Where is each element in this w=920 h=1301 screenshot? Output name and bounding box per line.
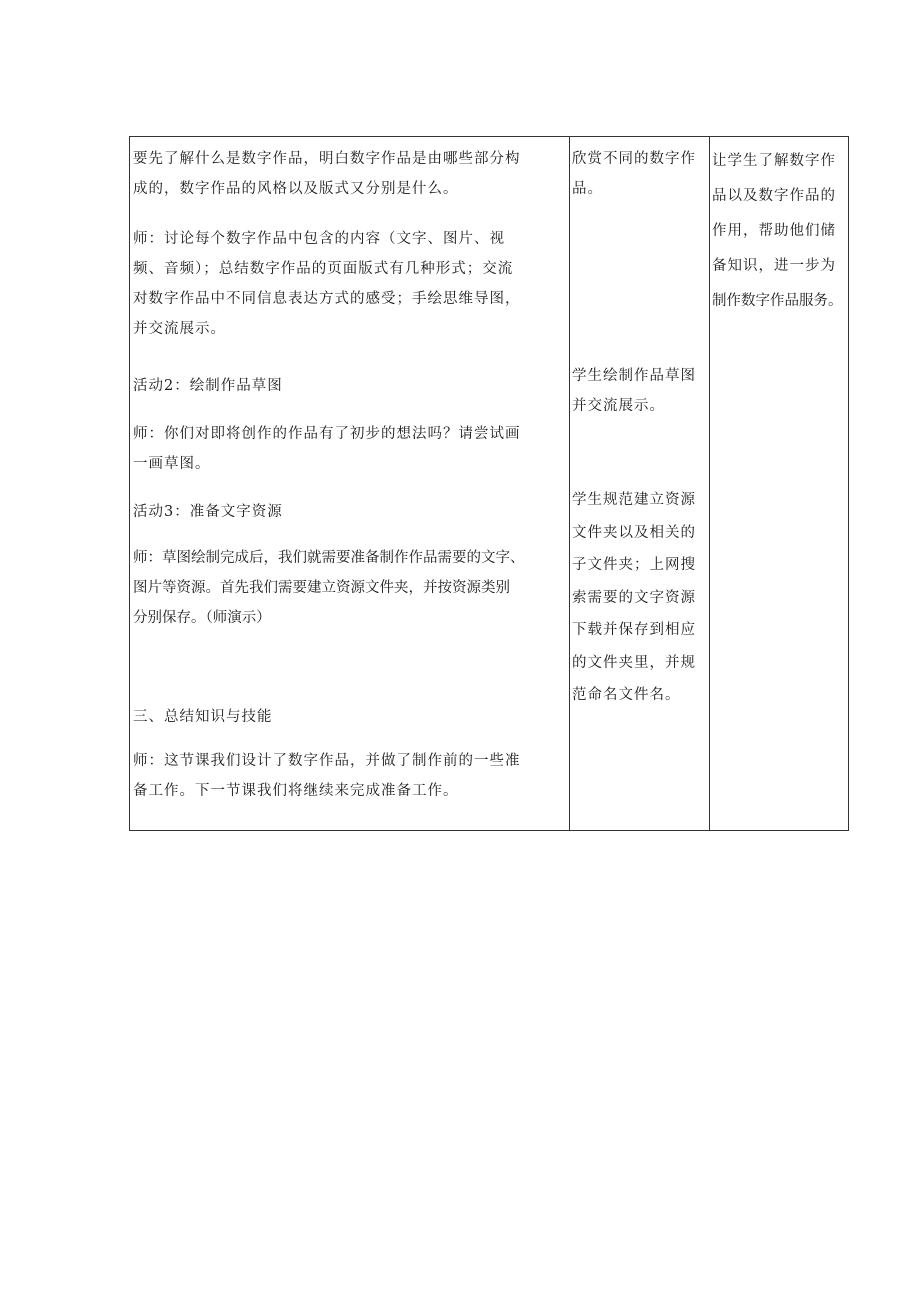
text-line: 品以及数字作品的 [712, 188, 836, 204]
text-line: 师：这节课我们设计了数字作品，并做了制作前的一些准 [133, 753, 521, 769]
design-purpose-cell [710, 137, 848, 830]
teacher-sketch-paragraph [133, 419, 521, 479]
text-line: 学生规范建立资源 [572, 492, 696, 508]
summary-title: 三、总结知识与技能 [133, 709, 273, 725]
text-line: 备知识，进一步为 [712, 258, 836, 274]
design-purpose-paragraph [712, 144, 843, 319]
student-activity-3 [572, 484, 696, 712]
text-line: 对数字作品中不同信息表达方式的感受；手绘思维导图， [133, 291, 521, 307]
teaching-process-cell [130, 137, 570, 830]
text-line: 一画草图。 [133, 456, 211, 472]
text-line: 品。 [572, 181, 603, 197]
text-line: 师：草图绘制完成后，我们就需要准备制作作品需要的文字、 [133, 550, 525, 566]
text-line: 下载并保存到相应 [572, 622, 696, 638]
text-line: 备工作。下一节课我们将继续来完成准备工作。 [133, 783, 459, 799]
text-line: 并交流展示。 [572, 398, 665, 414]
text-line: 的文件夹里，并规 [572, 654, 696, 671]
text-line: 频、音频）；总结数字作品的页面版式有几种形式；交流 [133, 261, 514, 277]
teacher-resource-paragraph [133, 543, 525, 633]
text-line: 制作数字作品服务。 [712, 293, 843, 309]
activity3-title: 活动3：准备文字资源 [133, 504, 283, 520]
activity2-title: 活动2：绘制作品草图 [133, 378, 283, 394]
text-line: 欣赏不同的数字作 [572, 151, 696, 167]
text-line: 让学生了解数字作 [712, 153, 836, 169]
text-line: 作用，帮助他们储 [712, 223, 836, 239]
text-line: 并交流展示。 [133, 321, 226, 337]
text-line: 分别保存。（师演示） [133, 610, 271, 626]
text-line: 图片等资源。首先我们需要建立资源文件夹，并按资源类别 [133, 580, 510, 596]
text-line: 要先了解什么是数字作品，明白数字作品是由哪些部分构 [133, 151, 521, 167]
text-line: 索需要的文字资源 [572, 589, 696, 606]
text-line: 成的，数字作品的风格以及版式又分别是什么。 [133, 181, 459, 197]
teacher-discussion-paragraph [133, 224, 521, 344]
text-line: 学生绘制作品草图 [572, 368, 696, 384]
text-line: 师：讨论每个数字作品中包含的内容（文字、图片、视 [133, 231, 505, 247]
student-activity-cell [570, 137, 710, 830]
text-line: 子文件夹；上网搜 [572, 557, 696, 573]
student-activity-1 [572, 144, 696, 204]
text-line: 师：你们对即将创作的作品有了初步的想法吗？请尝试画 [133, 426, 521, 442]
intro-paragraph [133, 144, 521, 204]
teacher-summary-paragraph [133, 746, 521, 806]
text-line: 文件夹以及相关的 [572, 524, 696, 541]
student-activity-2 [572, 361, 696, 421]
text-line: 范命名文件名。 [572, 687, 681, 703]
lesson-table [129, 136, 849, 831]
